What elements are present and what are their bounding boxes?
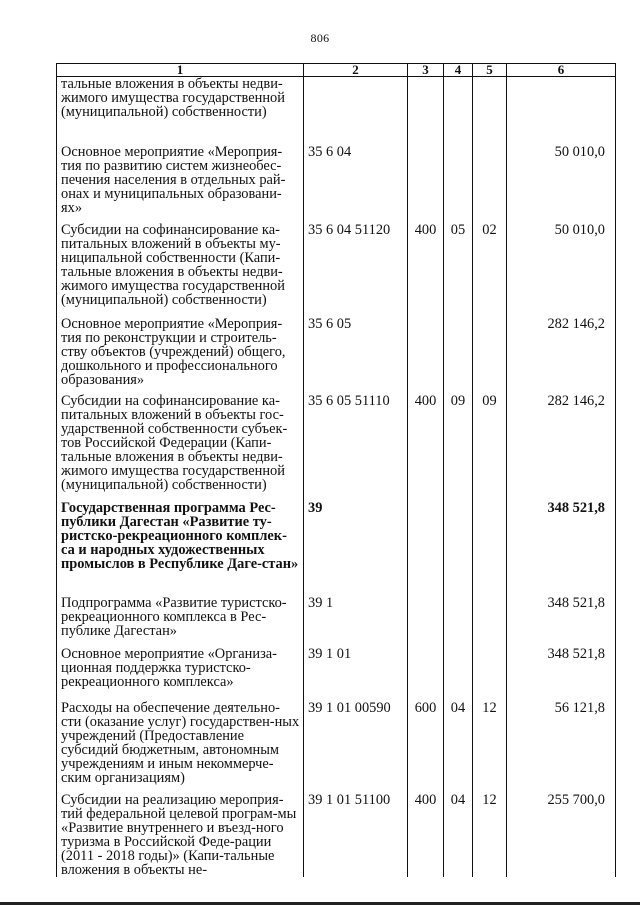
- row-amount: 255 700,0: [507, 793, 616, 877]
- row-vr: [408, 317, 444, 394]
- row-amount: 348 521,8: [507, 647, 616, 701]
- col-header-pr: 5: [473, 64, 507, 77]
- row-amount: 50 010,0: [507, 145, 616, 223]
- row-rz: 04: [444, 793, 473, 877]
- row-pr: [473, 145, 507, 223]
- row-code: 39 1: [304, 596, 408, 647]
- table-row: [57, 647, 616, 701]
- row-name: Основное мероприятие «Мероприя-тия по развитию систем жизнеобес-печения населения в отдельных рай-онах и муниципальных образовани-ях»: [57, 145, 304, 223]
- row-code: 39 1 01: [304, 647, 408, 701]
- row-name: Расходы на обеспечение деятельно-сти (оказание услуг) государствен-ных учреждений (Предоставление субсидий бюджетным, автономным учреждениям и иным некоммерче-ским организациям): [57, 701, 304, 793]
- col-header-amount: 6: [507, 64, 616, 77]
- row-amount: 50 010,0: [507, 223, 616, 317]
- row-vr: 400: [408, 793, 444, 877]
- col-header-rz: 4: [444, 64, 473, 77]
- table-row: [57, 701, 616, 793]
- row-vr: [408, 145, 444, 223]
- row-amount: [507, 77, 616, 145]
- row-rz: [444, 647, 473, 701]
- row-name: Субсидии на софинансирование ка-питальных вложений в объекты гос-ударственной собственности субъек-тов Российской Федерации (Капи-тальные вложения в объекты недви-жимого имущества государственной (муниципальной) собственности): [57, 394, 304, 501]
- row-amount: 348 521,8: [507, 596, 616, 647]
- row-code: 39 1 01 00590: [304, 701, 408, 793]
- row-pr: [473, 501, 507, 596]
- row-amount: 348 521,8: [507, 501, 616, 596]
- table-row: [57, 317, 616, 394]
- row-amount: 282 146,2: [507, 394, 616, 501]
- row-name: тальные вложения в объекты недви-жимого имущества государственной (муниципальной) собственности): [57, 77, 304, 145]
- row-rz: [444, 317, 473, 394]
- table-row: [57, 77, 616, 145]
- table-row: [57, 223, 616, 317]
- row-name: Субсидии на реализацию мероприя-тий федеральной целевой програм-мы «Развитие внутреннего и въезд-ного туризма в Российской Феде-рации (2011 - 2018 годы)» (Капи-тальные вложения в объекты не-: [57, 793, 304, 877]
- table-header: [57, 64, 616, 77]
- row-rz: [444, 77, 473, 145]
- budget-table: [56, 63, 616, 877]
- row-code: 35 6 04 51120: [304, 223, 408, 317]
- row-vr: [408, 77, 444, 145]
- row-pr: 12: [473, 701, 507, 793]
- col-header-vr: 3: [408, 64, 444, 77]
- table-body: [57, 77, 616, 877]
- col-header-name: 1: [57, 64, 304, 77]
- row-pr: [473, 77, 507, 145]
- row-rz: [444, 501, 473, 596]
- row-pr: [473, 317, 507, 394]
- row-code: 39 1 01 51100: [304, 793, 408, 877]
- row-amount: 282 146,2: [507, 317, 616, 394]
- row-pr: 09: [473, 394, 507, 501]
- row-pr: [473, 596, 507, 647]
- row-code: 39: [304, 501, 408, 596]
- page-number: 806: [310, 31, 330, 45]
- row-vr: 400: [408, 223, 444, 317]
- table-row: [57, 501, 616, 596]
- row-rz: 09: [444, 394, 473, 501]
- row-rz: [444, 145, 473, 223]
- row-pr: 12: [473, 793, 507, 877]
- table-row: [57, 145, 616, 223]
- table-row: [57, 596, 616, 647]
- row-rz: [444, 596, 473, 647]
- row-rz: 04: [444, 701, 473, 793]
- row-rz: 05: [444, 223, 473, 317]
- col-header-code: 2: [304, 64, 408, 77]
- table-row: [57, 394, 616, 501]
- row-name: Основное мероприятие «Организа-ционная поддержка туристско-рекреационного комплекса»: [57, 647, 304, 701]
- row-vr: [408, 647, 444, 701]
- row-code: 35 6 05 51110: [304, 394, 408, 501]
- row-code: 35 6 05: [304, 317, 408, 394]
- row-code: [304, 77, 408, 145]
- row-name: Основное мероприятие «Мероприя-тия по реконструкции и строитель-ству объектов (учреждений) общего, дошкольного и профессионального образования»: [57, 317, 304, 394]
- table-row: [57, 793, 616, 877]
- row-vr: 600: [408, 701, 444, 793]
- row-name: Подпрограмма «Развитие туристско-рекреационного комплекса в Рес-публике Дагестан»: [57, 596, 304, 647]
- row-name: Субсидии на софинансирование ка-питальных вложений в объекты му-ниципальной собственности (Капи-тальные вложения в объекты недви-жимого имущества государственной (муниципальной) собственности): [57, 223, 304, 317]
- row-pr: 02: [473, 223, 507, 317]
- row-vr: [408, 501, 444, 596]
- row-vr: 400: [408, 394, 444, 501]
- row-amount: 56 121,8: [507, 701, 616, 793]
- row-vr: [408, 596, 444, 647]
- row-code: 35 6 04: [304, 145, 408, 223]
- row-name: Государственная программа Рес-публики Дагестан «Развитие ту-ристско-рекреационного комплек-са и народных художественных промыслов в Республике Даге-стан»: [57, 501, 304, 596]
- row-pr: [473, 647, 507, 701]
